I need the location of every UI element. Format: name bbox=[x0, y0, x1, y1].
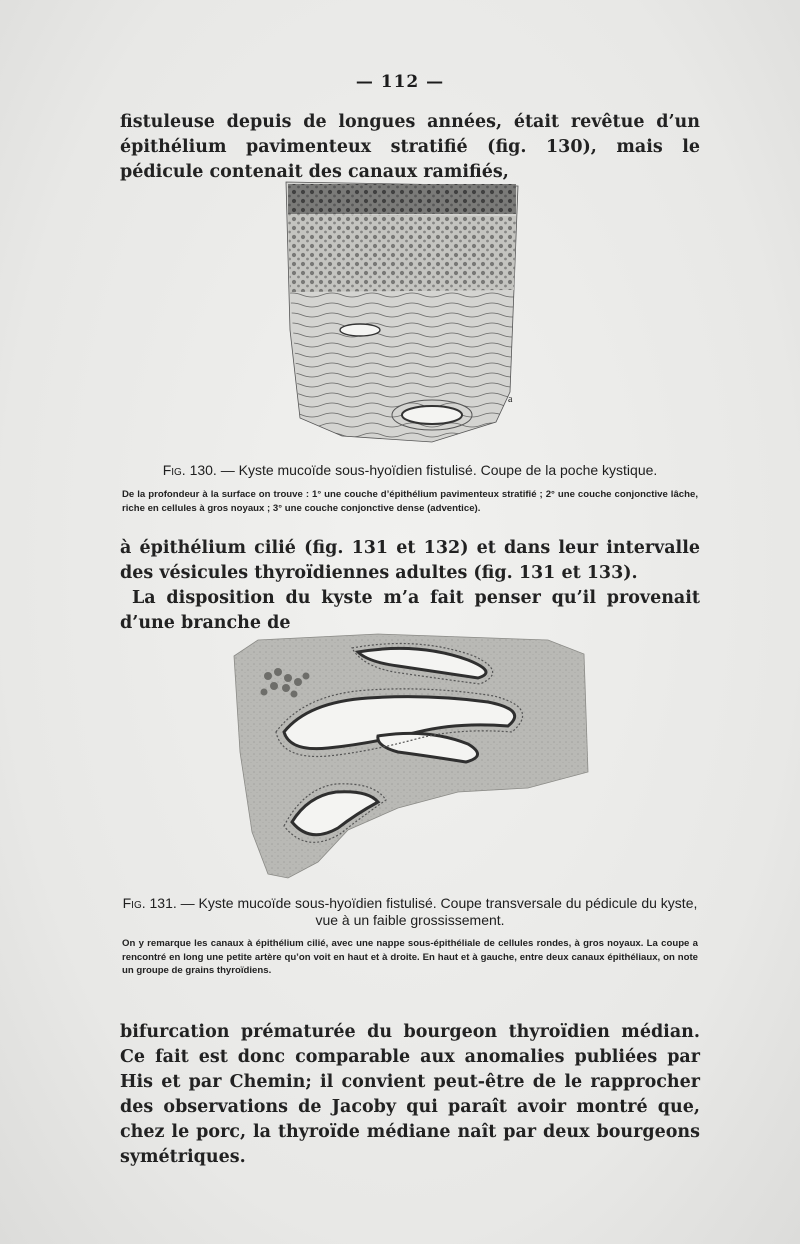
figure-130-title: — Kyste mucoïde sous-hyoïdien fistulisé. Coupe de la poche kystique. bbox=[220, 462, 658, 478]
figure-130-description: De la profondeur à la surface on trouve : 1° une couche d’épithélium pavimenteux stratifié ; 2° une couche conjonctive lâche, riche en cellules à gros noyaux ; 3° une couche conjonctive dense (adventice). bbox=[122, 489, 698, 514]
paragraph-middle bbox=[120, 536, 700, 636]
figure-131-caption-title bbox=[120, 895, 700, 929]
figure-131-description: On y remarque les canaux à épithélium cilié, avec une nappe sous-épithéliale de cellules rondes, à gros noyaux. La coupe a rencontré en long une petite artère qu’on voit en haut et à droite. En haut et à gauche, entre deux canaux épithéliaux, on note un groupe de grains thyroïdiens. bbox=[122, 938, 698, 976]
figure-130-marker: a bbox=[508, 394, 513, 405]
paragraph-bottom: bifurcation prématurée du bourgeon thyroïdien médian. Ce fait est donc comparable aux anomalies publiées par His et par Chemin; il convient peut-être de le rapprocher des observations de Jacoby qui paraît avoir montré que, chez le porc, la thyroïde médiane naît par deux bourgeons symétriques. bbox=[120, 1022, 700, 1167]
figure-131-illustration bbox=[228, 632, 598, 882]
paragraph-middle-part-2: La disposition du kyste m’a fait penser qu’il provenait d’une branche de bbox=[120, 588, 700, 633]
figure-130-label: Fig. 130. bbox=[162, 462, 217, 478]
figure-131-label: Fig. 131. bbox=[122, 895, 177, 911]
figure-130-illustration bbox=[282, 180, 522, 450]
figure-130-caption-title bbox=[120, 462, 700, 479]
page-number: — 112 — bbox=[355, 72, 445, 92]
figure-131-title: — Kyste mucoïde sous-hyoïdien fistulisé. Coupe transversale du pédicule du kyste, vue à un faible grossissement. bbox=[180, 895, 698, 928]
paragraph-top: fistuleuse depuis de longues années, était revêtue d’un épithélium pavimenteux stratifié (fig. 130), mais le pédicule contenait des canaux ramifiés, bbox=[120, 112, 700, 182]
paragraph-middle-part-1: à épithélium cilié (fig. 131 et 132) et dans leur intervalle des vésicules thyroïdiennes adultes (fig. 131 et 133). bbox=[120, 538, 700, 583]
